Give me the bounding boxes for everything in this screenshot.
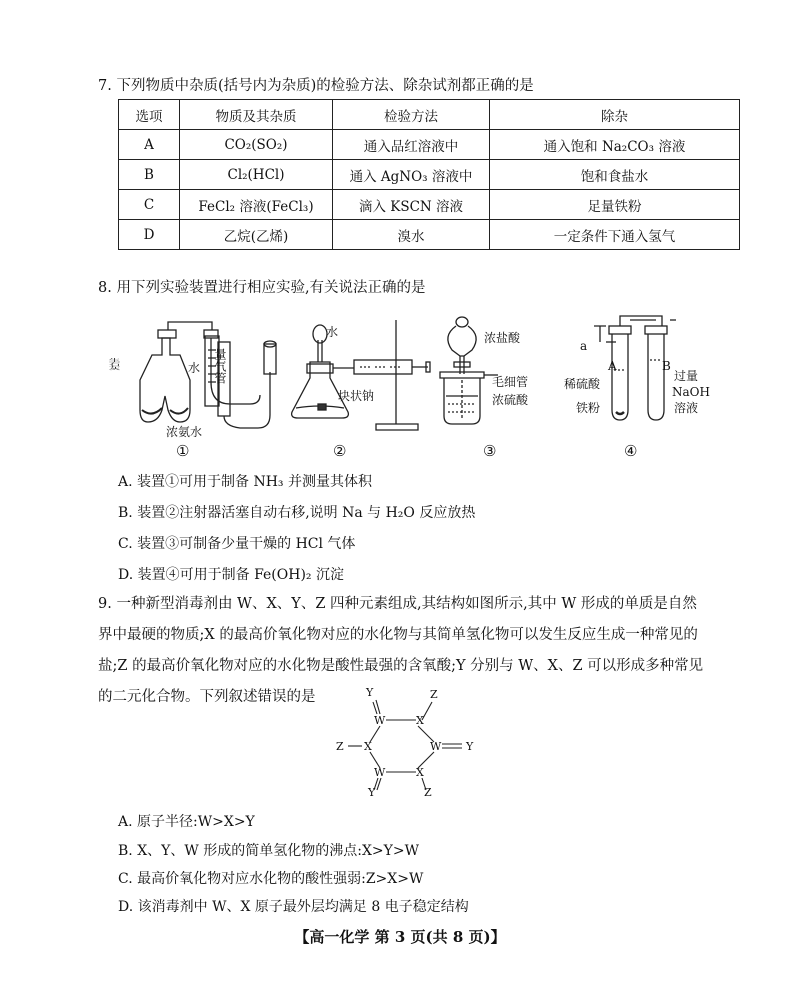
table-cell: C <box>119 190 180 220</box>
q8-apparatus-figure <box>100 300 720 462</box>
apparatus-number-2: ② <box>333 442 347 460</box>
label-lime-1: 生石灰 <box>107 358 121 394</box>
label-h2so4: 浓硫酸 <box>492 393 529 407</box>
table-header-row <box>119 100 740 130</box>
table-cell: FeCl₂ 溶液(FeCl₃) <box>180 190 333 220</box>
atom-Y2: Y <box>466 740 474 753</box>
label-hcl: 浓盐酸 <box>484 331 521 345</box>
label-solution: 溶液 <box>674 401 699 415</box>
atom-Z3: Z <box>424 786 432 798</box>
table-row <box>119 190 740 220</box>
label-B: B <box>662 359 671 373</box>
apparatus-number-4: ④ <box>624 442 638 460</box>
table-cell: Cl₂(HCl) <box>180 160 333 190</box>
label-ammonia: 浓氨水 <box>166 425 203 439</box>
atom-Y3: Y <box>368 786 376 798</box>
atom-W1: W <box>374 714 386 727</box>
atom-Z1: Z <box>430 688 438 701</box>
table-row <box>119 220 740 250</box>
atom-X1: X <box>416 714 424 727</box>
atom-X3: X <box>416 766 424 779</box>
label-water-1: 水 <box>188 361 201 375</box>
apparatus-number-3: ③ <box>483 442 497 460</box>
table-cell: 滴入 KSCN 溶液 <box>333 190 490 220</box>
atom-X2: X <box>364 740 372 753</box>
table-cell: 足量铁粉 <box>490 190 740 220</box>
q7-table <box>118 99 740 250</box>
label-sodium: 块状钠 <box>338 389 375 403</box>
table-cell: D <box>119 220 180 250</box>
table-header: 物质及其杂质 <box>180 100 333 130</box>
table-cell: B <box>119 160 180 190</box>
apparatus-number-1: ① <box>176 442 190 460</box>
apparatus-2-drawing <box>292 320 430 430</box>
atom-Z2: Z <box>336 740 344 753</box>
table-header: 除杂 <box>490 100 740 130</box>
q9-option-d: D. 该消毒剂中 W、X 原子最外层均满足 8 电子稳定结构 <box>118 899 469 915</box>
label-gas-tube: 量气管 <box>213 348 227 384</box>
q9-stem: 9. 一种新型消毒剂由 W、X、Y、Z 四种元素组成,其结构如图所示,其中 W 形成的单质是自然界中最硬的物质;X 的最高价氧化物对应的水化物与其简单氢化物可以发生反应生成一种常见的盐;Z 的最高价氧化物对应的水化物是酸性最强的含氧酸;Y 分别与 W、X、Z 可以形成多种常见的二元化合物。下列叙述错误的是 <box>98 596 704 705</box>
q7-stem: 7. 下列物质中杂质(括号内为杂质)的检验方法、除杂试剂都正确的是 <box>98 78 534 94</box>
label-dilute: 稀硫酸 <box>564 377 601 391</box>
q8-option-b: B. 装置②注射器活塞自动右移,说明 Na 与 H₂O 反应放热 <box>118 505 476 521</box>
label-iron: 铁粉 <box>576 401 601 415</box>
table-row <box>119 160 740 190</box>
table-cell: 饱和食盐水 <box>490 160 740 190</box>
table-row <box>119 130 740 160</box>
table-cell: 乙烷(乙烯) <box>180 220 333 250</box>
table-cell: CO₂(SO₂) <box>180 130 333 160</box>
q8-option-a: A. 装置①可用于制备 NH₃ 并测量其体积 <box>118 474 372 490</box>
table-cell: 通入品红溶液中 <box>333 130 490 160</box>
q8-stem: 8. 用下列实验装置进行相应实验,有关说法正确的是 <box>98 280 426 296</box>
label-excess: 过量 <box>674 369 699 383</box>
q9-option-c: C. 最高价氧化物对应水化物的酸性强弱:Z>X>W <box>118 871 424 887</box>
q8-option-d: D. 装置④可用于制备 Fe(OH)₂ 沉淀 <box>118 567 344 583</box>
table-cell: A <box>119 130 180 160</box>
page-footer: 【高一化学 第 3 页(共 8 页)】 <box>294 928 506 946</box>
label-A: A <box>608 359 617 373</box>
atom-W3: W <box>374 766 386 779</box>
q9-structure-diagram <box>330 684 490 798</box>
q9-option-a: A. 原子半径:W>X>Y <box>118 814 255 830</box>
table-cell: 通入饱和 Na₂CO₃ 溶液 <box>490 130 740 160</box>
label-capillary: 毛细管 <box>492 375 529 389</box>
table-cell: 溴水 <box>333 220 490 250</box>
q8-option-c: C. 装置③可制备少量干燥的 HCl 气体 <box>118 536 356 552</box>
table-header: 选项 <box>119 100 180 130</box>
label-naoh: NaOH <box>672 385 710 399</box>
label-a: a <box>580 339 588 353</box>
q9-option-b: B. X、Y、W 形成的简单氢化物的沸点:X>Y>W <box>118 843 420 859</box>
atom-Y1: Y <box>366 686 374 699</box>
table-header: 检验方法 <box>333 100 490 130</box>
label-water-2: 水 <box>326 325 339 339</box>
apparatus-1-drawing <box>140 322 276 428</box>
table-cell: 一定条件下通入氢气 <box>490 220 740 250</box>
atom-W2: W <box>430 740 442 753</box>
table-cell: 通入 AgNO₃ 溶液中 <box>333 160 490 190</box>
